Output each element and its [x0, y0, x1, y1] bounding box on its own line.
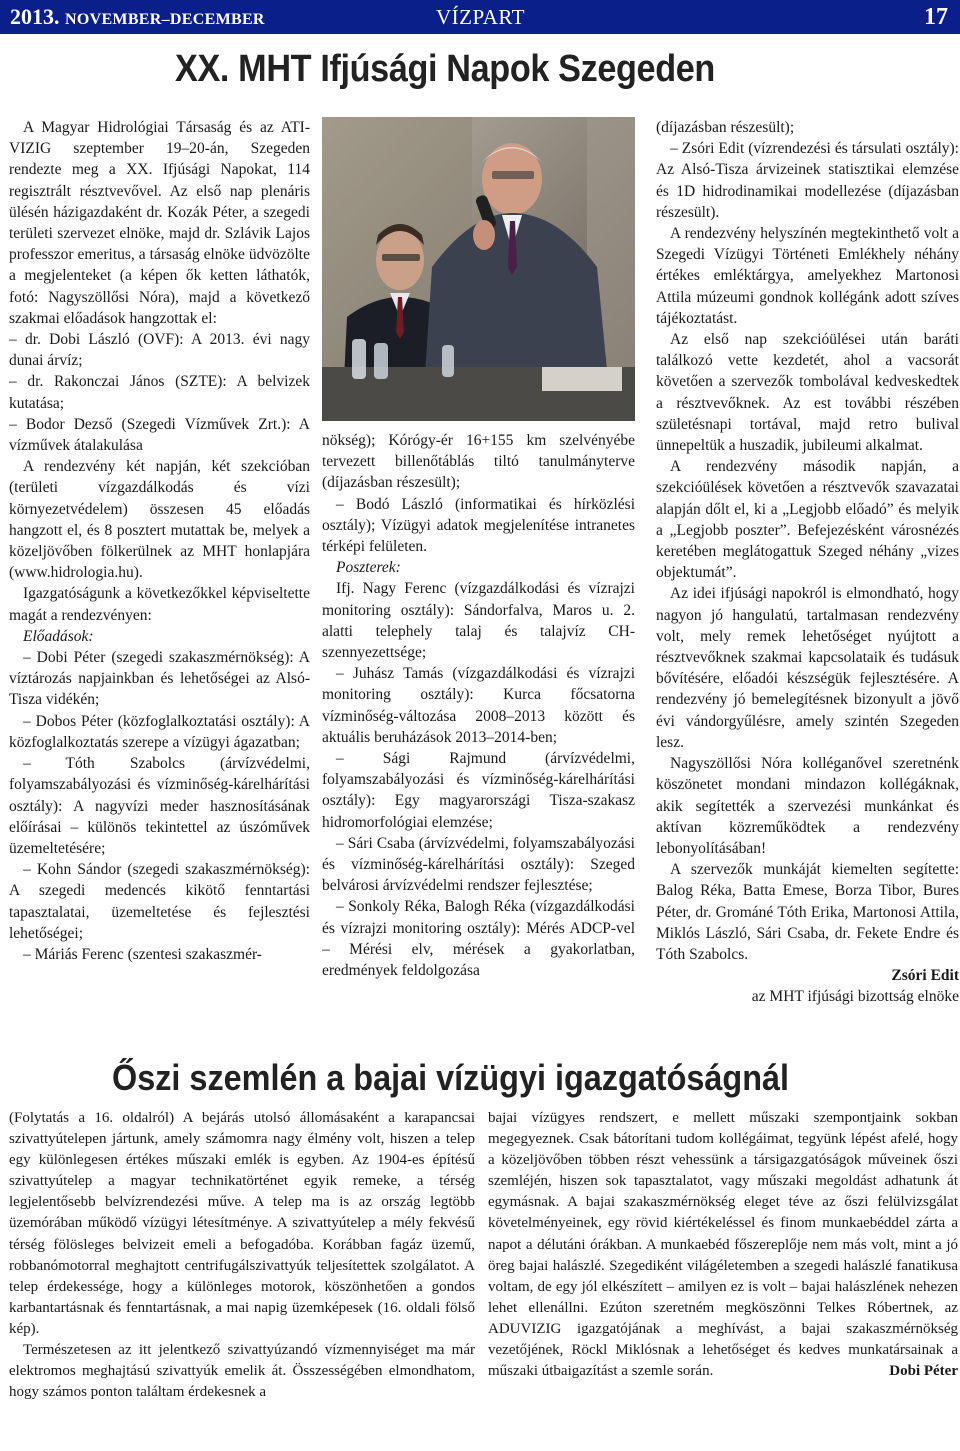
- issue-date: [10, 4, 265, 33]
- issue-months: NOVEMBER–DECEMBER: [65, 11, 265, 28]
- article-column-3: [656, 117, 959, 1039]
- list-item: – Tóth Szabolcs (árvízvédelmi, folyamszabályozási és vízminőség-kárelhárítási osztály): A nagyvízi meder hasznosításának előírásai – különös tekintettel az úszóművek üzemeltetésére;: [9, 755, 310, 857]
- list-item: – Bodor Dezső (Szegedi Vízművek Zrt.): A vízművek átalakulása: [9, 415, 310, 455]
- paragraph: A rendezvény második napján, a szekcióülések követően a résztvevők szavazatai alapján dőlt el, ki a „Legjobb előadó” és melyik a „Legjobb poszter”. Befejezésként városnézés keretében meglátogattuk Szeged néhány „vizes objektumát”.: [656, 458, 959, 582]
- page-number: 17: [924, 4, 948, 30]
- list-item: – Dobi Péter (szegedi szakaszmérnökség): A víztározás napjainkban és lehetőségei az Alsó-Tisza vidékén;: [9, 649, 310, 709]
- article2-column-2: [488, 1108, 958, 1446]
- event-photo: [322, 117, 635, 421]
- paragraph: Igazgatóságunk a következőkkel képviseltette magát a rendezvényen:: [9, 585, 310, 624]
- article2-column-1: [9, 1108, 475, 1446]
- list-item: – dr. Rakonczai János (SZTE): A belvizek kutatása;: [9, 373, 310, 412]
- list-item: – dr. Dobi László (OVF): A 2013. évi nagy dunai árvíz;: [9, 331, 310, 370]
- paragraph-text: bajai vízügyes rendszert, e mellett műszaki szempontjaink sokban megegyeznek. Csak bátorítani tudom kollégáimat, tegyünk lépést afelé, hogy a közeljövőben többen részt vehessünk a társigazgatóságok műveinek őszi szemléjén, hiszen sok tapasztalatot, vagy műszaki megoldást adhatunk át egymásnak. A bajai szakaszmérnökség eleget téve az őszi felülvizsgálat követelményeinek, egy rövid kiértékeléssel és finom munkaebéddel zárta a napot a délutáni órákban. A munkaebéd főszereplője nem más volt, mint a jó öreg bajai halászlé. Szegediként világéletemben a szegedi halászlé fanatikusa voltam, de egy jól elkészített – amilyen ez is volt – bajai halászlének nehezen lehet ellenállni. Ezúton szeretném megköszönni Telkes Róbertnek, az ADUVIZIG igazgatójának a meghívást, a bajai szakaszmérnökség vezetőjének, Röckl Miklósnak a lehetőséget és kedves munkatársainak a műszaki útbaigazítást a szemle során.: [488, 1110, 958, 1380]
- paragraph: A szervezők munkáját kiemelten segítette: Balog Réka, Batta Emese, Borza Tibor, Bures Péter, dr. Grománé Tóth Erika, Martonosi Attila, Miklós László, Sári Csaba, dr. Fekete Endre és Tóth Szabolcs.: [656, 861, 959, 963]
- paragraph: [488, 1108, 958, 1382]
- list-item: – Juhász Tamás (vízgazdálkodási és vízrajzi monitoring osztály): Kurca főcsatorna vízminőség-változása 2008–2013 között és aktuális beruházások 2013–2014-ben;: [322, 665, 635, 746]
- paragraph: nökség); Kórógy-ér 16+155 km szelvényébe tervezett billenőtáblás tiltó tanulmányterve (díjazásban részesült);: [322, 432, 635, 492]
- list-item: – Sári Csaba (árvízvédelmi, folyamszabályozási és vízminőség-kárelhárítási osztály): Szeged belvárosi árvízvédelmi rendszer fejlesztése;: [322, 834, 635, 895]
- author-role: az MHT ifjúsági bizottság elnöke: [751, 988, 959, 1006]
- list-item: – Sonkoly Réka, Balogh Réka (vízgazdálkodási és vízrajzi monitoring osztály): Mérés ADCP-vel – Mérési elv, mérések a gyakorlatban, eredmények feldolgozása: [322, 898, 635, 980]
- list-item: – Dobos Péter (közfoglalkoztatási osztály): A közfoglalkoztatás szerepe a vízügyi ágazatban;: [9, 712, 310, 751]
- author-signature: Zsóri Edit: [891, 967, 959, 985]
- list-item: – Bodó László (informatikai és hírközlési osztály); Vízügyi adatok megjelenítése intranetes térképi felületen.: [322, 495, 635, 556]
- paragraph: A rendezvény két napján, két szekcióban (területi vízgazdálkodás és vízi környezetvédelem) összesen 45 előadás hangzott el, és 8 posztert mutattak be, melyek a közeljövőben fölkerülnek az MHT honlapjára (www.hidrologia.hu).: [9, 458, 310, 582]
- paragraph: Természetesen az itt jelentkező szivattyúzandó vízmennyiséget ma már elektromos meghajtású szivattyúk emelik át. Összességében elmondhatom, hogy számos ponton találtam érdekesnek a: [9, 1342, 475, 1401]
- paragraph: (díjazásban részesült);: [656, 119, 795, 136]
- section-heading-presentations: Előadások:: [23, 627, 94, 645]
- paragraph: A Magyar Hidrológiai Társaság és az ATI-VIZIG szeptember 19–20-án, Szegeden rendezte meg a XX. Ifjúsági Napokat, 114 regisztrált résztvevővel. Az első nap plenáris ülésén házigazdaként dr. Kozák Péter, a szegedi területi szervezet elnöke, majd dr. Szlávik Lajos professzor emeritus, a társaság elnöke üdvözölte a megjelenteket (a képen ők ketten láthatók, fotó: Nagyszöllősi Nóra), majd a következő szakmai előadások hangzottak el:: [9, 119, 310, 327]
- paragraph: Az idei ifjúsági napokról is elmondható, hogy nagyon jó hangulatú, tartalmasan rendezvény volt, mely remek lehetőséget nyújtott a résztvevőknek szakmai kapcsolataik és tudásuk bővítésére, előadói készségük fejlesztésére. A rendezvény jó bemelegítésnek bizonyult a jövő évi vándorgyűlésre, amely szintén Szegeden lesz.: [656, 585, 959, 751]
- page-header: [0, 0, 960, 34]
- article-title: XX. MHT Ifjúsági Napok Szegeden: [175, 48, 715, 90]
- list-item: Ifj. Nagy Ferenc (vízgazdálkodási és vízrajzi monitoring osztály): Sándorfalva, Maros u. 2. alatti telephely talaj és talajvíz CH-szennyezettsége;: [322, 580, 635, 662]
- author-signature-2: Dobi Péter: [889, 1363, 958, 1380]
- article-column-1: [9, 117, 310, 1039]
- article-column-2: [322, 430, 635, 1040]
- article-title-2: Őszi szemlén a bajai vízügyi igazgatóságnál: [112, 1057, 790, 1098]
- list-item: – Kohn Sándor (szegedi szakaszmérnökség): A szegedi medencés kikötő fenntartási tapasztalatai, üzemeltetése és fejlesztési lehetőségei;: [9, 861, 310, 942]
- paragraph: A rendezvény helyszínén megtekinthető volt a Szegedi Vízügyi Történeti Emlékhely néhány értékes emléktárgya, amelyekhez Martonosi Attila múzeumi gondnok kollégánk adott szíves tájékoztatást.: [656, 225, 959, 327]
- paragraph: Az első nap szekcióülései után baráti találkozó vette kezdetét, ahol a vacsorát követően a szervezők tombolával kedveskedtek a résztvevőknek. Az est további részében születésnapi tortával, majd retro bulival ünnepeltük a huszadik, jubileumi alkalmat.: [656, 331, 959, 455]
- list-item: – Máriás Ferenc (szentesi szakaszmér-: [23, 945, 262, 963]
- paragraph: (Folytatás a 16. oldalról) A bejárás utolsó állomásaként a karapancsai szivattyútelepen jártunk, amely számomra nagy élmény volt, hiszen a telep egy különlegesen értékes műszaki emlék is egyben. Az 1904-es építésű szivattyútelep a magyar technikatörténet egyik remeke, a térség legjelentősebb belvízrendezési műve. A telep ma is az ország legtöbb üzemórában működő vízügyi létesítménye. A szivattyútelep a mély fekvésű térség fölösleges belvizeit emeli a befogadóba. Korábban fagáz üzemű, robbanómotorral meghajtott centrifugálszivattyúk teljesítettek szolgálatot. A telep érdekessége, hogy a különleges motorok, köszönhetően a gondos karbantartásnak és fenntartásnak, a mai napig üzemképesek (16. oldali fölső kép).: [9, 1110, 475, 1337]
- list-item: – Zsóri Edit (vízrendezési és társulati osztály): Az Alsó-Tisza árvizeinek statisztikai elemzése és 1D hidrodinamikai modellezése (díjazásban részesült).: [656, 140, 959, 221]
- section-heading-posters: Poszterek:: [336, 559, 401, 577]
- issue-year: 2013.: [10, 4, 60, 29]
- paragraph: Nagyszöllősi Nóra kolléganővel szeretnénk köszönetet mondani mindazon kollégáknak, akik segítették a szervezési munkánkat és aktívan közreműködtek a rendezvény lebonyolításában!: [656, 755, 959, 857]
- magazine-name: VÍZPART: [436, 5, 525, 29]
- list-item: – Sági Rajmund (árvízvédelmi, folyamszabályozási és vízminőség-kárelhárítási osztály): Egy magyarországi Tisza-szakasz hidromorfológiai elemzése;: [322, 750, 635, 831]
